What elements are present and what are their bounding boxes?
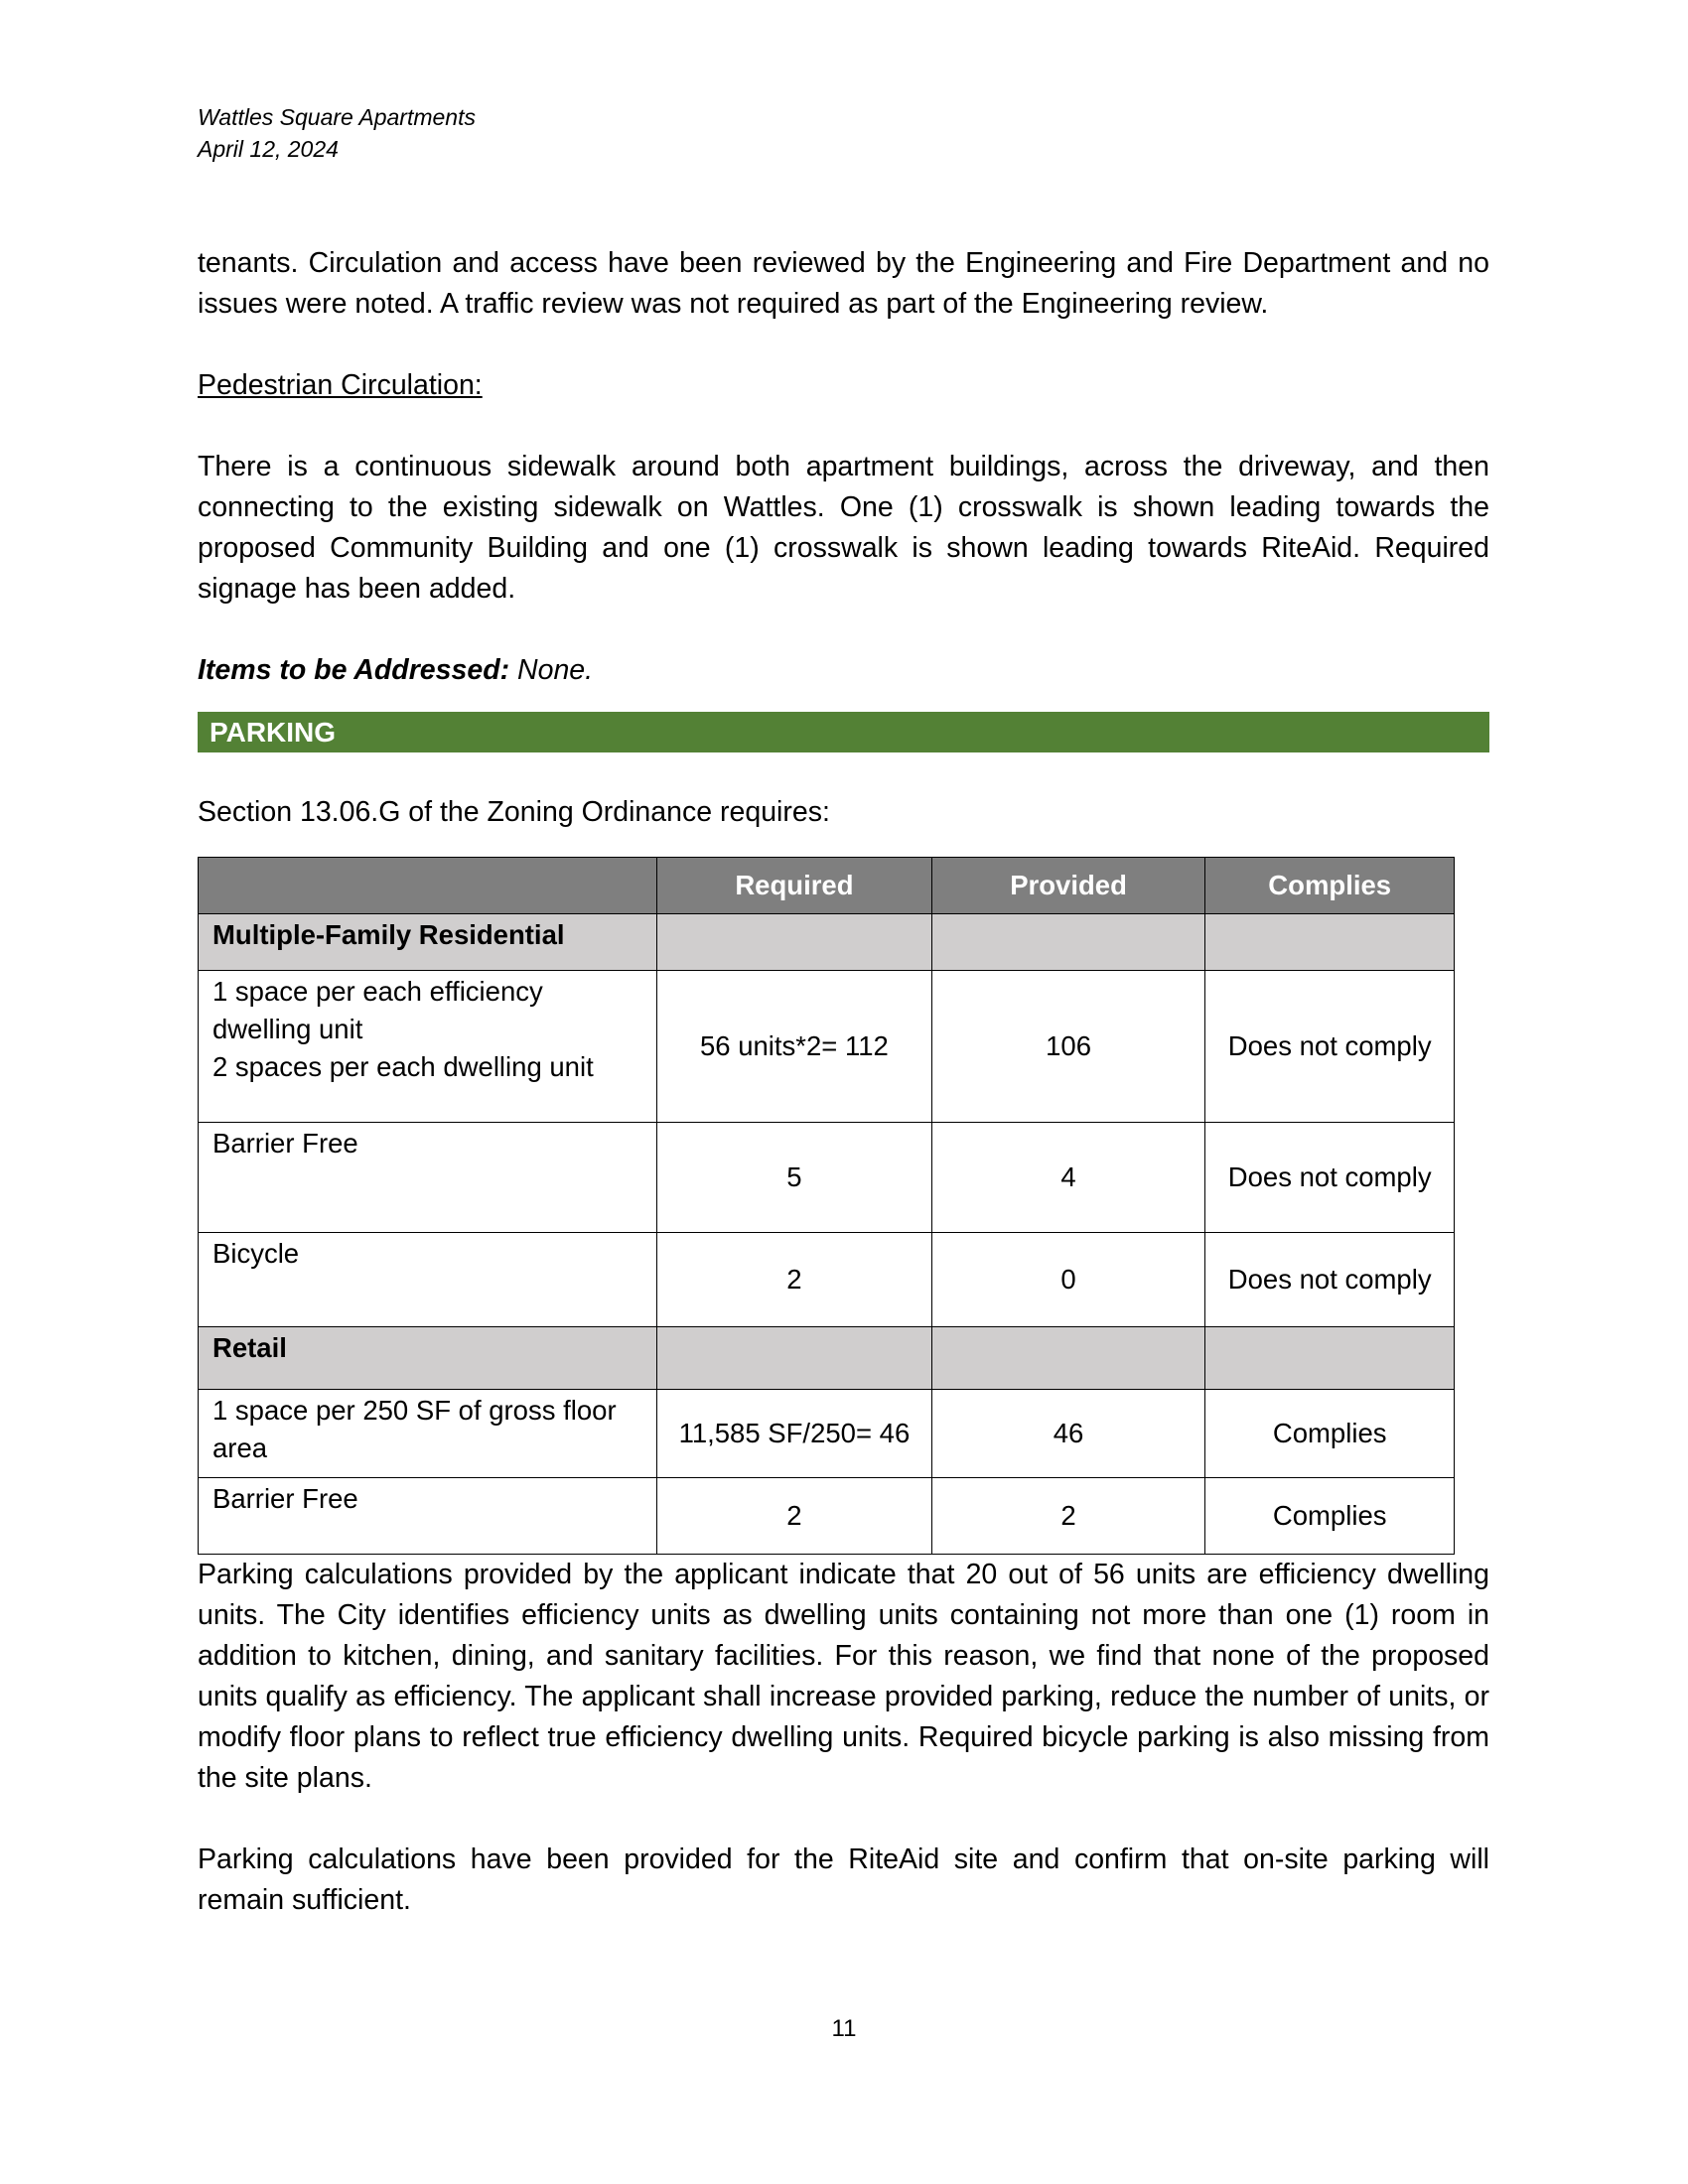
header-cell-complies: Complies [1205,858,1455,914]
table-header-row [199,858,1455,914]
row-description: Bicycle [199,1233,657,1327]
parking-paragraph-efficiency: Parking calculations provided by the applicant indicate that 20 out of 56 units are efficiency dwelling units. The City identifies efficiency units as dwelling units containing not more than one (1) room in addition to kitchen, dining, and sanitary facilities. For this reason, we find that none of the proposed units qualify as efficiency. The applicant shall increase provided parking, reduce the number of units, or modify floor plans to reflect true efficiency dwelling units. Required bicycle parking is also missing from the site plans. [198,1559,1489,1794]
row-provided: 2 [931,1478,1205,1555]
group-label: Multiple-Family Residential [199,914,657,971]
group-label: Retail [199,1327,657,1390]
intro-paragraph: tenants. Circulation and access have been reviewed by the Engineering and Fire Department and no issues were noted. A traffic review was not required as part of the Engineering review. [198,247,1489,320]
parking-intro: Section 13.06.G of the Zoning Ordinance requires: [198,796,830,828]
row-description: 1 space per each efficiency dwelling unit 2 spaces per each dwelling unit [199,971,657,1123]
table-row [199,1390,1455,1478]
header-cell-provided: Provided [931,858,1205,914]
row-complies: Complies [1205,1390,1455,1478]
parking-section-bar: PARKING [198,712,1489,752]
header-date: April 12, 2024 [198,136,339,162]
running-header [198,101,476,165]
row-description: 1 space per 250 SF of gross floor area [199,1390,657,1478]
header-cell-required: Required [657,858,932,914]
parking-requirements-table [198,857,1455,1555]
header-project-name: Wattles Square Apartments [198,104,476,130]
row-provided: 106 [931,971,1205,1123]
row-description: Barrier Free [199,1123,657,1233]
table-row [199,1123,1455,1233]
items-value: None. [509,654,594,686]
parking-paragraph-riteaid: Parking calculations have been provided for the RiteAid site and confirm that on-site parking will remain sufficient. [198,1843,1489,1916]
row-required: 11,585 SF/250= 46 [657,1390,932,1478]
page-number: 11 [831,2015,857,2042]
row-provided: 46 [931,1390,1205,1478]
row-required: 5 [657,1123,932,1233]
items-label: Items to be Addressed: [198,654,510,686]
row-provided: 0 [931,1233,1205,1327]
items-to-be-addressed [198,650,1489,691]
page-content [198,243,1489,1921]
table-row [199,1233,1455,1327]
table-row [199,1478,1455,1555]
group-row-retail [199,1327,1455,1390]
row-complies: Does not comply [1205,971,1455,1123]
pedestrian-paragraph: There is a continuous sidewalk around both apartment buildings, across the driveway, and then connecting to the existing sidewalk on Wattles. One (1) crosswalk is shown leading towards the proposed Community Building and one (1) crosswalk is shown leading towards RiteAid. Required signage has been added. [198,451,1489,605]
row-complies: Does not comply [1205,1233,1455,1327]
row-required: 56 units*2= 112 [657,971,932,1123]
row-provided: 4 [931,1123,1205,1233]
row-complies: Does not comply [1205,1123,1455,1233]
table-row [199,971,1455,1123]
pedestrian-heading: Pedestrian Circulation: [198,369,483,401]
row-required: 2 [657,1233,932,1327]
header-cell-blank [199,858,657,914]
row-required: 2 [657,1478,932,1555]
group-row-multiple-family [199,914,1455,971]
row-complies: Complies [1205,1478,1455,1555]
row-description: Barrier Free [199,1478,657,1555]
